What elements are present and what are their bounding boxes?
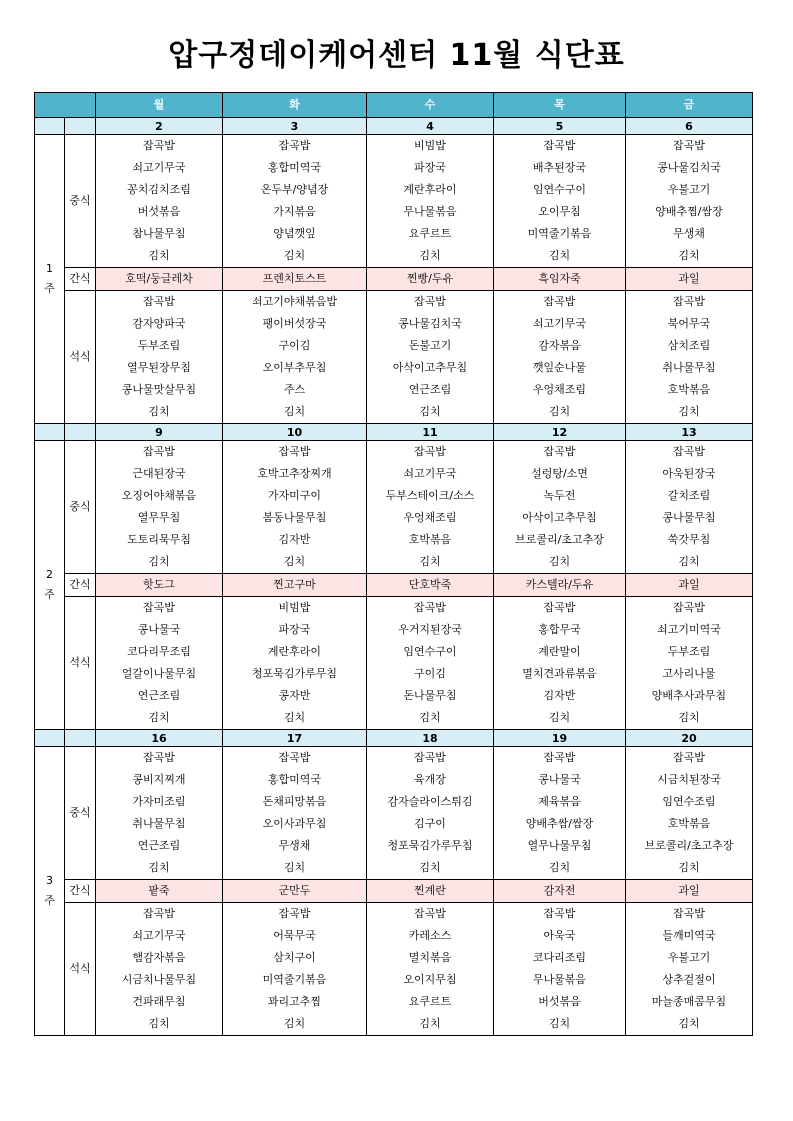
menu-item: 콩자반 xyxy=(223,685,367,707)
menu-item: 마늘종매콤무침 xyxy=(626,991,753,1013)
meal-label-lunch: 중식 xyxy=(65,747,96,880)
menu-item: 브로콜리/초고추장 xyxy=(626,835,753,857)
menu-item: 온두부/양념장 xyxy=(223,179,367,201)
dinner-row xyxy=(35,903,753,926)
menu-item: 김치 xyxy=(223,401,367,424)
menu-item: 김구이 xyxy=(367,813,494,835)
menu-item: 잡곡밥 xyxy=(494,135,626,158)
date-row-corner xyxy=(65,424,96,441)
menu-item: 오이무침 xyxy=(494,201,626,223)
menu-table xyxy=(34,92,753,1036)
week-label: 3 주 xyxy=(35,747,65,1036)
lunch-row xyxy=(35,245,753,268)
menu-item: 얼갈이나물무침 xyxy=(96,663,223,685)
menu-item: 감자양파국 xyxy=(96,313,223,335)
menu-item: 김치 xyxy=(494,245,626,268)
menu-item: 햄감자볶음 xyxy=(96,947,223,969)
menu-item: 무나물볶음 xyxy=(367,201,494,223)
menu-item: 김치 xyxy=(494,857,626,880)
menu-item: 오이지무침 xyxy=(367,969,494,991)
menu-item: 호박볶음 xyxy=(626,813,753,835)
snack-item: 호떡/둥글레차 xyxy=(96,268,223,291)
menu-item: 김치 xyxy=(367,1013,494,1036)
lunch-row xyxy=(35,485,753,507)
menu-item: 김치 xyxy=(96,401,223,424)
menu-item: 잡곡밥 xyxy=(626,291,753,314)
menu-item: 두부조림 xyxy=(96,335,223,357)
menu-item: 잡곡밥 xyxy=(223,903,367,926)
menu-item: 가자미조림 xyxy=(96,791,223,813)
menu-item: 우엉채조림 xyxy=(367,507,494,529)
snack-row xyxy=(35,268,753,291)
dinner-row xyxy=(35,357,753,379)
dinner-row xyxy=(35,597,753,620)
snack-item: 과일 xyxy=(626,574,753,597)
menu-item: 잡곡밥 xyxy=(494,597,626,620)
menu-item: 잡곡밥 xyxy=(96,441,223,464)
menu-item: 잡곡밥 xyxy=(367,441,494,464)
date-cell: 20 xyxy=(626,730,753,747)
menu-item: 김치 xyxy=(494,401,626,424)
menu-item: 김치 xyxy=(626,857,753,880)
menu-item: 임연수구이 xyxy=(367,641,494,663)
menu-item: 잡곡밥 xyxy=(367,747,494,770)
week-label: 2 주 xyxy=(35,441,65,730)
menu-item: 잡곡밥 xyxy=(494,903,626,926)
menu-item: 멸치볶음 xyxy=(367,947,494,969)
menu-item: 김치 xyxy=(96,707,223,730)
menu-item: 돈채피망볶음 xyxy=(223,791,367,813)
menu-item: 콩나물국 xyxy=(96,619,223,641)
menu-item: 쇠고기무국 xyxy=(494,313,626,335)
lunch-row xyxy=(35,201,753,223)
date-cell: 9 xyxy=(96,424,223,441)
menu-item: 콩나물맛살무침 xyxy=(96,379,223,401)
date-cell: 4 xyxy=(367,118,494,135)
lunch-row xyxy=(35,507,753,529)
snack-item: 과일 xyxy=(626,880,753,903)
menu-item: 잡곡밥 xyxy=(626,441,753,464)
menu-item: 쇠고기무국 xyxy=(96,925,223,947)
dinner-row xyxy=(35,401,753,424)
menu-item: 오이부추무침 xyxy=(223,357,367,379)
menu-item: 돈불고기 xyxy=(367,335,494,357)
menu-item: 콩나물국 xyxy=(494,769,626,791)
dinner-row xyxy=(35,313,753,335)
menu-item: 잡곡밥 xyxy=(626,135,753,158)
menu-item: 어묵무국 xyxy=(223,925,367,947)
menu-item: 잡곡밥 xyxy=(494,441,626,464)
menu-item: 삼치구이 xyxy=(223,947,367,969)
snack-item: 핫도그 xyxy=(96,574,223,597)
menu-item: 잡곡밥 xyxy=(626,903,753,926)
date-cell: 6 xyxy=(626,118,753,135)
menu-item: 김치 xyxy=(367,857,494,880)
menu-item: 잡곡밥 xyxy=(96,291,223,314)
menu-item: 비빔밥 xyxy=(367,135,494,158)
dinner-row xyxy=(35,379,753,401)
snack-item: 군만두 xyxy=(223,880,367,903)
date-row xyxy=(35,424,753,441)
menu-item: 콩나물무침 xyxy=(626,507,753,529)
menu-item: 녹두전 xyxy=(494,485,626,507)
date-row xyxy=(35,118,753,135)
lunch-row xyxy=(35,813,753,835)
day-header: 화 xyxy=(223,93,367,118)
snack-item: 단호박죽 xyxy=(367,574,494,597)
menu-item: 오이사과무침 xyxy=(223,813,367,835)
menu-item: 홍합미역국 xyxy=(223,769,367,791)
date-cell: 5 xyxy=(494,118,626,135)
menu-item: 잡곡밥 xyxy=(223,135,367,158)
menu-item: 김치 xyxy=(367,401,494,424)
menu-item: 김치 xyxy=(96,551,223,574)
date-cell: 19 xyxy=(494,730,626,747)
menu-item: 파장국 xyxy=(367,157,494,179)
menu-item: 김치 xyxy=(223,857,367,880)
date-row-corner xyxy=(35,730,65,747)
menu-item: 쇠고기미역국 xyxy=(626,619,753,641)
menu-item: 꽈리고추찜 xyxy=(223,991,367,1013)
menu-item: 요쿠르트 xyxy=(367,223,494,245)
menu-item: 쇠고기야채볶음밥 xyxy=(223,291,367,314)
menu-item: 잡곡밥 xyxy=(223,441,367,464)
menu-item: 김치 xyxy=(367,707,494,730)
menu-item: 파장국 xyxy=(223,619,367,641)
snack-item: 흑임자죽 xyxy=(494,268,626,291)
menu-item: 김치 xyxy=(96,857,223,880)
menu-item: 가자미구이 xyxy=(223,485,367,507)
menu-item: 김치 xyxy=(494,707,626,730)
menu-item: 시금치된장국 xyxy=(626,769,753,791)
date-row-corner xyxy=(35,424,65,441)
menu-item: 잡곡밥 xyxy=(494,747,626,770)
menu-item: 김치 xyxy=(223,1013,367,1036)
menu-item: 김치 xyxy=(626,551,753,574)
dinner-row xyxy=(35,641,753,663)
dinner-row xyxy=(35,991,753,1013)
menu-item: 꽁치김치조림 xyxy=(96,179,223,201)
menu-item: 육개장 xyxy=(367,769,494,791)
day-header: 목 xyxy=(494,93,626,118)
meal-label-dinner: 석식 xyxy=(65,597,96,730)
date-cell: 16 xyxy=(96,730,223,747)
menu-item: 도토리묵무침 xyxy=(96,529,223,551)
menu-item: 잡곡밥 xyxy=(367,597,494,620)
menu-item: 요쿠르트 xyxy=(367,991,494,1013)
menu-item: 설렁탕/소면 xyxy=(494,463,626,485)
menu-item: 고사리나물 xyxy=(626,663,753,685)
menu-item: 잡곡밥 xyxy=(626,597,753,620)
menu-item: 우거지된장국 xyxy=(367,619,494,641)
menu-item: 잡곡밥 xyxy=(367,291,494,314)
day-header: 수 xyxy=(367,93,494,118)
dinner-row xyxy=(35,925,753,947)
menu-item: 근대된장국 xyxy=(96,463,223,485)
lunch-row xyxy=(35,135,753,158)
menu-item: 코다리무조림 xyxy=(96,641,223,663)
lunch-row xyxy=(35,791,753,813)
day-header: 월 xyxy=(96,93,223,118)
menu-item: 호박볶음 xyxy=(367,529,494,551)
snack-item: 팥죽 xyxy=(96,880,223,903)
menu-item: 구이김 xyxy=(223,335,367,357)
snack-item: 찐고구마 xyxy=(223,574,367,597)
menu-item: 제육볶음 xyxy=(494,791,626,813)
menu-item: 두부스테이크/소스 xyxy=(367,485,494,507)
menu-item: 양배추사과무침 xyxy=(626,685,753,707)
menu-item: 건파래무침 xyxy=(96,991,223,1013)
menu-item: 김치 xyxy=(626,707,753,730)
snack-row xyxy=(35,574,753,597)
menu-item: 홍합미역국 xyxy=(223,157,367,179)
lunch-row xyxy=(35,223,753,245)
menu-item: 콩나물김치국 xyxy=(626,157,753,179)
date-cell: 10 xyxy=(223,424,367,441)
menu-item: 우엉채조림 xyxy=(494,379,626,401)
menu-item: 계란후라이 xyxy=(223,641,367,663)
lunch-row xyxy=(35,857,753,880)
menu-item: 북어무국 xyxy=(626,313,753,335)
menu-item: 아삭이고추무침 xyxy=(367,357,494,379)
date-cell: 11 xyxy=(367,424,494,441)
menu-item: 양념깻잎 xyxy=(223,223,367,245)
dinner-row xyxy=(35,707,753,730)
menu-item: 갈치조림 xyxy=(626,485,753,507)
menu-item: 콩나물김치국 xyxy=(367,313,494,335)
date-row-corner xyxy=(35,118,65,135)
menu-item: 김치 xyxy=(96,1013,223,1036)
menu-item: 무나물볶음 xyxy=(494,969,626,991)
menu-item: 돈나물무침 xyxy=(367,685,494,707)
menu-item: 잡곡밥 xyxy=(626,747,753,770)
date-cell: 2 xyxy=(96,118,223,135)
date-cell: 18 xyxy=(367,730,494,747)
page-title: 압구정데이케어센터 11월 식단표 xyxy=(168,38,625,73)
menu-item: 계란후라이 xyxy=(367,179,494,201)
date-row-corner xyxy=(65,730,96,747)
week-label: 1 주 xyxy=(35,135,65,424)
snack-item: 과일 xyxy=(626,268,753,291)
dinner-row xyxy=(35,947,753,969)
menu-item: 가지볶음 xyxy=(223,201,367,223)
menu-item: 임연수조림 xyxy=(626,791,753,813)
menu-item: 취나물무침 xyxy=(626,357,753,379)
menu-item: 김치 xyxy=(626,245,753,268)
lunch-row xyxy=(35,747,753,770)
snack-item: 감자전 xyxy=(494,880,626,903)
menu-item: 김자반 xyxy=(223,529,367,551)
dinner-row xyxy=(35,291,753,314)
menu-item: 임연수구이 xyxy=(494,179,626,201)
day-header: 금 xyxy=(626,93,753,118)
header-corner xyxy=(35,93,96,118)
menu-item: 버섯볶음 xyxy=(96,201,223,223)
menu-item: 연근조림 xyxy=(96,835,223,857)
lunch-row xyxy=(35,441,753,464)
menu-item: 삼치조림 xyxy=(626,335,753,357)
menu-item: 코다리조림 xyxy=(494,947,626,969)
date-cell: 17 xyxy=(223,730,367,747)
menu-item: 브로콜리/초고추장 xyxy=(494,529,626,551)
menu-item: 김치 xyxy=(223,245,367,268)
dinner-row xyxy=(35,619,753,641)
menu-item: 참나물무침 xyxy=(96,223,223,245)
menu-item: 구이김 xyxy=(367,663,494,685)
header-row xyxy=(35,93,753,118)
menu-item: 카레소스 xyxy=(367,925,494,947)
menu-item: 잡곡밥 xyxy=(494,291,626,314)
menu-item: 콩비지찌개 xyxy=(96,769,223,791)
lunch-row xyxy=(35,179,753,201)
menu-item: 김치 xyxy=(494,551,626,574)
menu-item: 감자볶음 xyxy=(494,335,626,357)
menu-item: 배추된장국 xyxy=(494,157,626,179)
meal-label-dinner: 석식 xyxy=(65,903,96,1036)
menu-item: 김치 xyxy=(223,707,367,730)
menu-item: 우불고기 xyxy=(626,179,753,201)
menu-item: 쇠고기무국 xyxy=(96,157,223,179)
meal-label-snack: 간식 xyxy=(65,880,96,903)
lunch-row xyxy=(35,835,753,857)
menu-item: 취나물무침 xyxy=(96,813,223,835)
menu-item: 들깨미역국 xyxy=(626,925,753,947)
menu-item: 김치 xyxy=(223,551,367,574)
menu-item: 열무나물무침 xyxy=(494,835,626,857)
menu-item: 미역줄기볶음 xyxy=(494,223,626,245)
menu-item: 미역줄기볶음 xyxy=(223,969,367,991)
menu-item: 연근조림 xyxy=(96,685,223,707)
snack-row xyxy=(35,880,753,903)
meal-label-lunch: 중식 xyxy=(65,135,96,268)
menu-item: 멸치견과류볶음 xyxy=(494,663,626,685)
menu-item: 무생채 xyxy=(223,835,367,857)
dinner-row xyxy=(35,1013,753,1036)
menu-item: 팽이버섯장국 xyxy=(223,313,367,335)
menu-item: 김치 xyxy=(494,1013,626,1036)
menu-item: 아욱국 xyxy=(494,925,626,947)
menu-item: 두부조림 xyxy=(626,641,753,663)
lunch-row xyxy=(35,769,753,791)
menu-item: 아삭이고추무침 xyxy=(494,507,626,529)
snack-item: 프렌치토스트 xyxy=(223,268,367,291)
menu-item: 주스 xyxy=(223,379,367,401)
date-cell: 12 xyxy=(494,424,626,441)
menu-item: 깻잎순나물 xyxy=(494,357,626,379)
menu-item: 김치 xyxy=(626,1013,753,1036)
menu-item: 호박볶음 xyxy=(626,379,753,401)
menu-item: 잡곡밥 xyxy=(96,747,223,770)
menu-item: 김치 xyxy=(367,245,494,268)
menu-item: 김치 xyxy=(96,245,223,268)
lunch-row xyxy=(35,157,753,179)
date-cell: 13 xyxy=(626,424,753,441)
menu-item: 비빔밥 xyxy=(223,597,367,620)
menu-item: 김치 xyxy=(367,551,494,574)
snack-item: 카스텔라/두유 xyxy=(494,574,626,597)
dinner-row xyxy=(35,335,753,357)
menu-item: 홍합무국 xyxy=(494,619,626,641)
dinner-row xyxy=(35,663,753,685)
menu-item: 열무된장무침 xyxy=(96,357,223,379)
menu-item: 호박고추장찌개 xyxy=(223,463,367,485)
meal-label-snack: 간식 xyxy=(65,574,96,597)
menu-item: 계란말이 xyxy=(494,641,626,663)
menu-item: 봄동나물무침 xyxy=(223,507,367,529)
lunch-row xyxy=(35,529,753,551)
menu-item: 버섯볶음 xyxy=(494,991,626,1013)
menu-item: 잡곡밥 xyxy=(223,747,367,770)
date-row-corner xyxy=(65,118,96,135)
menu-item: 무생채 xyxy=(626,223,753,245)
menu-item: 양배추쌈/쌈장 xyxy=(494,813,626,835)
menu-item: 잡곡밥 xyxy=(96,597,223,620)
menu-item: 잡곡밥 xyxy=(96,903,223,926)
menu-item: 시금치나물무침 xyxy=(96,969,223,991)
menu-item: 잡곡밥 xyxy=(367,903,494,926)
menu-item: 잡곡밥 xyxy=(96,135,223,158)
menu-item: 아욱된장국 xyxy=(626,463,753,485)
menu-item: 양배추찜/쌈장 xyxy=(626,201,753,223)
snack-item: 찐계란 xyxy=(367,880,494,903)
meal-label-lunch: 중식 xyxy=(65,441,96,574)
lunch-row xyxy=(35,551,753,574)
lunch-row xyxy=(35,463,753,485)
date-cell: 3 xyxy=(223,118,367,135)
date-row xyxy=(35,730,753,747)
menu-item: 청포묵김가루무침 xyxy=(223,663,367,685)
dinner-row xyxy=(35,685,753,707)
menu-item: 쇠고기무국 xyxy=(367,463,494,485)
menu-item: 김자반 xyxy=(494,685,626,707)
meal-label-dinner: 석식 xyxy=(65,291,96,424)
meal-label-snack: 간식 xyxy=(65,268,96,291)
menu-item: 쑥갓무침 xyxy=(626,529,753,551)
menu-item: 상추겉절이 xyxy=(626,969,753,991)
menu-item: 감자슬라이스튀김 xyxy=(367,791,494,813)
snack-item: 찐빵/두유 xyxy=(367,268,494,291)
menu-item: 김치 xyxy=(626,401,753,424)
menu-item: 청포묵김가루무침 xyxy=(367,835,494,857)
menu-item: 우불고기 xyxy=(626,947,753,969)
menu-item: 열무무침 xyxy=(96,507,223,529)
menu-item: 오징어야채볶음 xyxy=(96,485,223,507)
menu-item: 연근조림 xyxy=(367,379,494,401)
dinner-row xyxy=(35,969,753,991)
